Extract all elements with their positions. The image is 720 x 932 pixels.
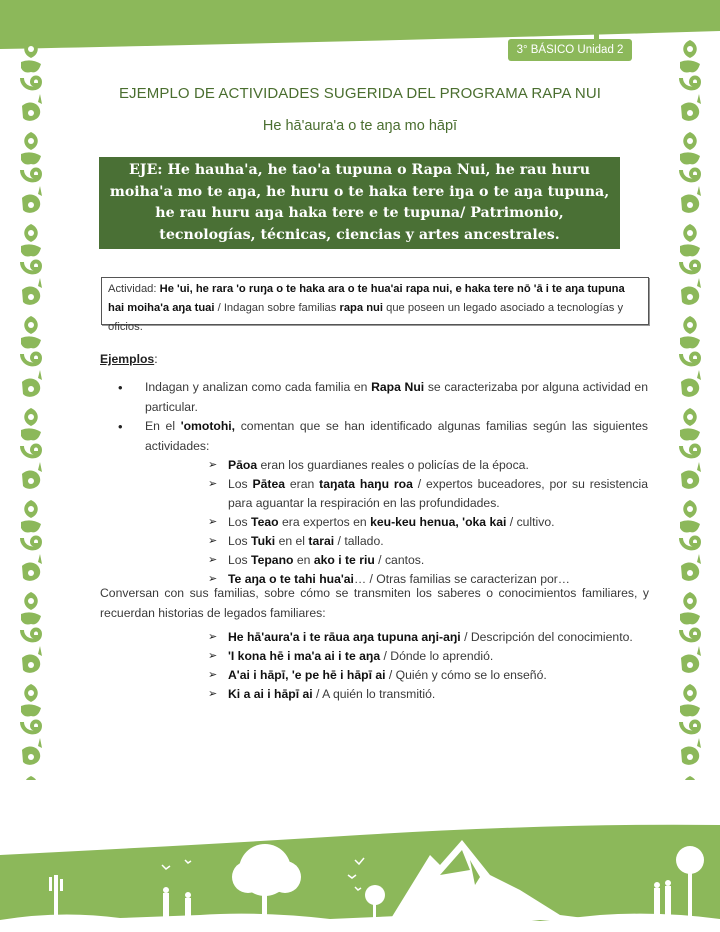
family-name: Tepano xyxy=(251,553,294,567)
page-title: EJEMPLO DE ACTIVIDADES SUGERIDA DEL PROGRAMA RAPA NUI xyxy=(118,85,602,102)
activity-spanish-text: Indagan sobre familias xyxy=(223,302,340,314)
bullet-text: En el xyxy=(145,419,181,433)
family-keyword: keu-keu henua, 'oka kai xyxy=(370,515,507,529)
family-item xyxy=(206,456,648,475)
bullet-keyword: Rapa Nui xyxy=(371,380,425,394)
family-text: eran los guardianes reales o policías de la época. xyxy=(257,458,529,472)
page-subtitle: He hā'aura'a o te aŋa mo hāpī xyxy=(262,118,458,134)
conversation-paragraph: Conversan con sus familias, sobre cómo se transmiten los saberes o conocimientos familiares, y recuerdan historias de legados familiares: xyxy=(100,586,649,620)
arrow-bullet-icon: ➢ xyxy=(208,669,218,681)
activity-spanish-text-end: que poseen un legado asociado a tecnologías y oficios. xyxy=(108,302,624,333)
bullet-keyword: 'omotohi, xyxy=(180,419,236,433)
arrow-bullet-icon: ➢ xyxy=(208,631,218,643)
question-spanish: / Dónde lo aprendió. xyxy=(380,649,494,663)
bullet-text: Indagan y analizan como cada familia en xyxy=(145,380,372,394)
arrow-bullet-icon: ➢ xyxy=(208,554,218,566)
question-spanish: / Quién y cómo se lo enseñó. xyxy=(385,668,547,682)
activity-box xyxy=(101,277,649,333)
question-item xyxy=(206,647,648,666)
arrow-bullet-icon: ➢ xyxy=(208,459,218,471)
arrow-bullet-icon: ➢ xyxy=(208,516,218,528)
family-text: / cantos. xyxy=(374,553,425,567)
activity-rapanui-keyword: rapa nui xyxy=(339,302,383,314)
family-text: en xyxy=(293,553,314,567)
arrow-bullet-icon: ➢ xyxy=(208,478,218,490)
family-name: Te aŋa o te tahi hua'ai xyxy=(228,572,354,586)
grade-unit-badge: 3° BÁSICO Unidad 2 xyxy=(508,39,632,61)
family-text: … / Otras familias se caracterizan por… xyxy=(353,572,570,586)
family-name: Pātea xyxy=(252,477,286,491)
family-text: Los xyxy=(228,553,252,567)
family-keyword: ako i te riu xyxy=(313,553,375,567)
families-list xyxy=(206,456,648,589)
examples-heading-label: Ejemplos xyxy=(100,352,155,366)
family-item xyxy=(206,532,648,551)
question-spanish: / Descripción del conocimiento. xyxy=(460,630,633,644)
question-item xyxy=(206,666,648,685)
family-keyword: tarai xyxy=(308,534,335,548)
bullet-text: comentan que se han identificado algunas familias según las siguientes actividades: xyxy=(145,419,648,453)
family-text: Los xyxy=(228,534,252,548)
questions-list xyxy=(206,628,648,704)
family-text: era expertos en xyxy=(278,515,371,529)
activity-separator: / xyxy=(214,302,224,314)
question-rapanui: He hā'aura'a i te rāua aŋa tupuna aŋi-aŋi xyxy=(228,630,461,644)
family-keyword: taŋata haŋu roa xyxy=(319,477,413,491)
question-rapanui: 'I kona hē i ma'a ai i te aŋa xyxy=(228,649,381,663)
family-item xyxy=(206,475,648,513)
eje-text: EJE: He hauha'a, he tao'a tupuna o Rapa Nui, he rau huru moiha'a mo te aŋa, he huru o te haka tere iŋa o te aŋa tupuna, he rau huru aŋa haka tere e te tupuna/ Patrimonio, tecnologías, técnicas, ciencias y artes ancestrales. xyxy=(109,162,610,243)
arrow-bullet-icon: ➢ xyxy=(208,573,218,585)
family-text: Los xyxy=(228,515,252,529)
family-text: / expertos buceadores, por su resistencia para aguantar la respiración en las profundidades. xyxy=(228,477,648,510)
examples-heading-colon: : xyxy=(154,352,158,366)
family-text: / cultivo. xyxy=(506,515,555,529)
question-rapanui: A'ai i hāpī, 'e pe hē i hāpī ai xyxy=(228,668,386,682)
family-name: Teao xyxy=(251,515,279,529)
bullet-text: se caracterizaba por alguna actividad en particular. xyxy=(145,380,648,414)
bullet-item xyxy=(100,378,648,417)
question-item xyxy=(206,628,648,647)
question-item xyxy=(206,685,648,704)
activity-rapanui-text: He 'ui, he rara 'o ruŋa o te haka ara o te hua'ai rapa nui, e haka tere nō 'ā i te aŋa tupuna hai moiha'a aŋa tuai xyxy=(108,283,625,314)
examples-bullet-list xyxy=(100,378,648,456)
family-text: Los xyxy=(228,477,253,491)
footer-landscape-illustration xyxy=(0,815,720,932)
activity-label: Actividad: xyxy=(108,283,160,295)
family-item xyxy=(206,513,648,532)
family-item xyxy=(206,551,648,570)
question-spanish: / A quién lo transmitió. xyxy=(312,687,436,701)
eje-banner xyxy=(99,157,620,249)
bullet-item xyxy=(100,417,648,456)
family-name: Tuki xyxy=(251,534,276,548)
left-ornament-border-icon xyxy=(18,38,44,780)
arrow-bullet-icon: ➢ xyxy=(208,535,218,547)
family-text: en el xyxy=(275,534,309,548)
family-text: / tallado. xyxy=(334,534,384,548)
arrow-bullet-icon: ➢ xyxy=(208,688,218,700)
right-ornament-border-icon xyxy=(677,38,703,780)
examples-heading xyxy=(100,352,158,366)
arrow-bullet-icon: ➢ xyxy=(208,650,218,662)
family-name: Pāoa xyxy=(228,458,258,472)
family-text: eran xyxy=(285,477,320,491)
question-rapanui: Ki a ai i hāpī ai xyxy=(228,687,313,701)
